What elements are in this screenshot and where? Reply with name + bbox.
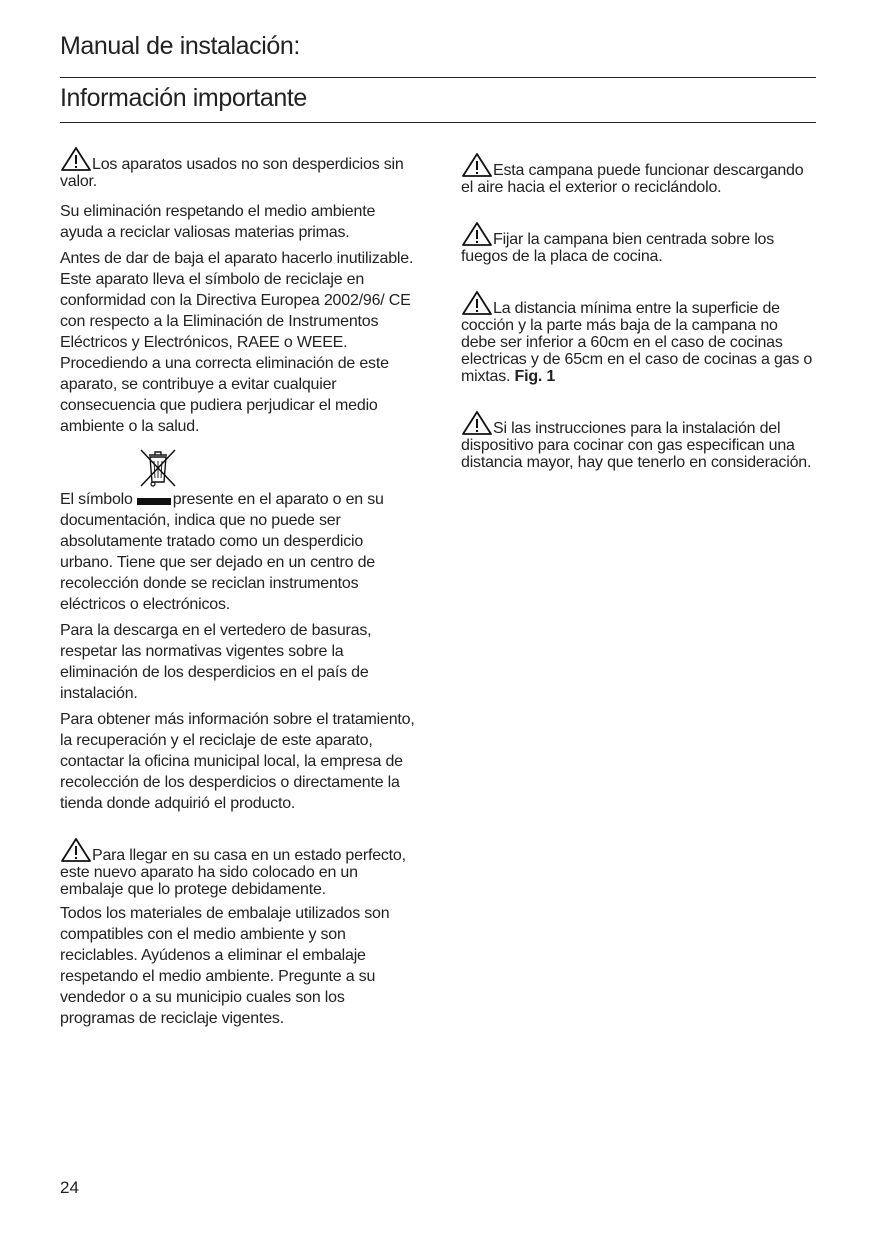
para-disposal: Su eliminación respetando el medio ambiente ayuda a reciclar valiosas materias primas. bbox=[60, 203, 376, 241]
symbol-text-before: El símbolo bbox=[60, 491, 133, 508]
para-packaging: Todos los materiales de embalaje utilizados son compatibles con el medio ambiente y son reciclables. Ayúdenos a eliminar el embalaje respetando el medio ambiente. Pregunte a su vendedor o a su municipio cuales son los programas de reciclaje vigentes. bbox=[60, 905, 390, 1027]
left-column bbox=[60, 146, 418, 1034]
warning-gas-text: Si las instrucciones para la instalación del dispositivo para cocinar con gas especifican una distancia mayor, hay que tenerlo en consideración. bbox=[461, 420, 812, 471]
weee-symbol-block bbox=[60, 445, 418, 489]
warning-distance-text: La distancia mínima entre la superficie de cocción y la parte más baja de la campana no debe ser inferior a 60cm en el caso de cocinas electricas y de 65cm en el caso de cocinas a gas o mixtas. bbox=[461, 300, 813, 385]
crossed-out-bin-icon bbox=[136, 445, 180, 489]
symbol-text-after: presente en el aparato o en su documentación, indica que no puede ser absolutamente tratado como un desperdicio urbano. Tiene que ser dejado en un centro de recolección donde se reciclan instrumentos eléctricos o electrónicos. bbox=[60, 491, 384, 613]
warning-triangle-icon bbox=[461, 290, 493, 316]
right-column bbox=[461, 152, 816, 476]
warning-centered bbox=[461, 221, 816, 265]
warning-triangle-icon bbox=[461, 152, 493, 178]
warning-gas bbox=[461, 410, 816, 471]
warning-exhaust-text: Esta campana puede funcionar descargando el aire hacia el exterior o reciclándolo. bbox=[461, 162, 804, 196]
warning-triangle-icon bbox=[60, 837, 92, 863]
page-number: 24 bbox=[60, 1178, 79, 1197]
para-more-info: Para obtener más información sobre el tratamiento, la recuperación y el reciclaje de este aparato, contactar la oficina municipal local, la empresa de recolección de los desperdicios o directamente la tienda donde adquirió el producto. bbox=[60, 711, 415, 812]
para-landfill: Para la descarga en el vertedero de basuras, respetar las normativas vigentes sobre la eliminación de los desperdicios en el país de instalación. bbox=[60, 622, 372, 702]
section-divider bbox=[60, 122, 816, 123]
section-title: Información importante bbox=[60, 84, 307, 112]
packaging-warning-text: Para llegar en su casa en un estado perfecto, este nuevo aparato ha sido colocado en un embalaje que lo protege debidamente. bbox=[60, 847, 406, 898]
warning-triangle-icon bbox=[60, 146, 92, 172]
warning-triangle-icon bbox=[461, 410, 493, 436]
header-divider bbox=[60, 77, 816, 78]
weee-bar-icon bbox=[137, 498, 171, 505]
warning-centered-text: Fijar la campana bien centrada sobre los fuegos de la placa de cocina. bbox=[461, 231, 775, 265]
warning-distance bbox=[461, 290, 816, 385]
warning-exhaust bbox=[461, 152, 816, 196]
packaging-warning bbox=[60, 837, 418, 898]
para-unusable: Antes de dar de baja el aparato hacerlo inutilizable. bbox=[60, 250, 414, 267]
para-correct-disposal: Procediendo a una correcta eliminación de este aparato, se contribuye a evitar cualquier consecuencia que pudiera perjudicar el medio ambiente o la salud. bbox=[60, 355, 389, 435]
para-symbol bbox=[60, 489, 418, 615]
para-directive: Este aparato lleva el símbolo de reciclaje en conformidad con la Directiva Europea 2002/96/ CE con respecto a la Eliminación de Instrumentos Eléctricos y Electrónicos, RAEE o WEEE. bbox=[60, 271, 411, 351]
manual-title: Manual de instalación: bbox=[60, 32, 300, 60]
warning-triangle-icon bbox=[461, 221, 493, 247]
recycling-warning bbox=[60, 146, 418, 190]
figure-reference: Fig. 1 bbox=[514, 368, 556, 385]
recycling-warning-text: Los aparatos usados no son desperdicios sin valor. bbox=[60, 156, 404, 190]
